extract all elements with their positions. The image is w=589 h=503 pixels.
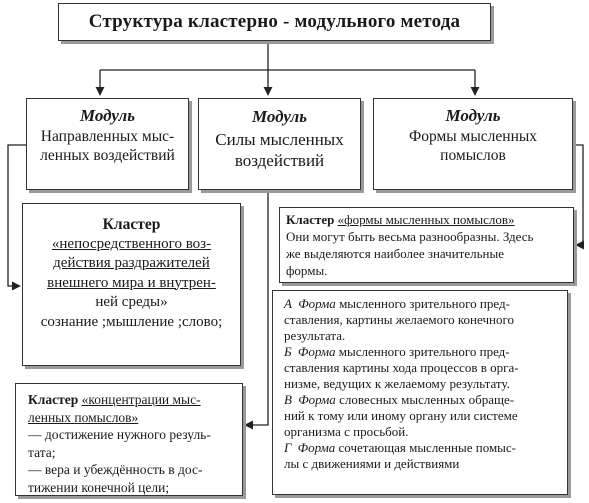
cluster-body-line: же выделяются наиболее значительные bbox=[286, 246, 505, 261]
form-line: мысленного зрительного пред- bbox=[338, 344, 510, 359]
cluster-forms bbox=[279, 207, 574, 283]
cluster-heading: Кластер bbox=[286, 212, 335, 227]
form-line: низме, ведущих к желаемому результату. bbox=[284, 376, 510, 391]
cluster-concentration bbox=[15, 383, 243, 496]
cluster-quote-line: «непосредственного воз- bbox=[51, 235, 212, 252]
cluster-body-line: тата; bbox=[28, 444, 56, 460]
cluster-heading: Кластер bbox=[102, 216, 161, 233]
form-word: Форма bbox=[298, 392, 336, 407]
form-item bbox=[284, 296, 561, 344]
cluster-items: сознание ;мышление ;слово; bbox=[40, 313, 223, 330]
module-directed-influences bbox=[26, 98, 189, 190]
form-word: Форма bbox=[297, 440, 336, 455]
cluster-quote-line: ленных помыслов» bbox=[28, 409, 139, 425]
form-letter: А bbox=[284, 296, 292, 311]
module-keyword: Модуль bbox=[252, 107, 307, 126]
form-line: организма с просьбой. bbox=[284, 424, 409, 439]
form-line: сочетающая мысленные помыс- bbox=[338, 440, 517, 455]
form-item bbox=[284, 392, 561, 440]
module-name-line: ленных воздействий bbox=[40, 147, 175, 164]
form-item bbox=[284, 440, 561, 472]
form-line: ставления картины хода процессов в орга- bbox=[284, 360, 519, 375]
cluster-quote-line: ней среды» bbox=[95, 294, 168, 310]
cluster-body-line: формы. bbox=[286, 263, 328, 278]
form-line: результата. bbox=[284, 328, 346, 343]
cluster-body-line: — достижение нужного резуль- bbox=[28, 427, 211, 442]
module-name-line: Направленных мыс- bbox=[40, 128, 175, 145]
module-force-of-influences bbox=[198, 98, 361, 190]
cluster-quote-line: «концентрации мыс- bbox=[81, 392, 201, 407]
form-letter: В bbox=[284, 392, 292, 407]
cluster-quote-line: внешнего мира и внутрен- bbox=[47, 274, 216, 291]
module-keyword: Модуль bbox=[445, 106, 501, 125]
module-name-line: Силы мысленных bbox=[215, 130, 344, 149]
cluster-heading: Кластер bbox=[28, 392, 79, 407]
module-name-line: помыслов bbox=[440, 147, 506, 164]
forms-list bbox=[272, 290, 568, 495]
form-line: мысленного зрительного пред- bbox=[339, 296, 510, 311]
arrow-module2-to-cluster-concentration bbox=[245, 190, 268, 425]
cluster-body-line: тижении конечной цели; bbox=[28, 479, 170, 495]
cluster-quote-line: действия раздражителей bbox=[53, 255, 210, 271]
cluster-body-line: — вера и убеждённость в дос- bbox=[28, 462, 203, 477]
title-box bbox=[58, 3, 491, 41]
module-keyword: Модуль bbox=[80, 106, 135, 125]
title-connector bbox=[100, 41, 475, 70]
form-line: лы с движениями и действиями bbox=[284, 456, 460, 471]
cluster-body-line: Они могут быть весьма разнообразны. Здесь bbox=[286, 229, 534, 244]
form-word: Форма bbox=[298, 296, 336, 311]
form-letter: Б bbox=[284, 344, 292, 359]
form-line: ставления, картины желаемого конечного bbox=[284, 312, 514, 327]
cluster-quote: «формы мысленных помыслов» bbox=[337, 212, 515, 227]
module-forms-of-thoughts bbox=[373, 98, 573, 190]
diagram-title: Структура кластерно - модульного метода bbox=[88, 11, 461, 32]
cluster-stimuli bbox=[22, 203, 241, 366]
form-item bbox=[284, 344, 561, 392]
module-name-line: Формы мысленных bbox=[408, 128, 538, 145]
module-name-line: воздействий bbox=[234, 151, 325, 170]
form-line: ний к тому или иному органу или системе bbox=[284, 408, 518, 423]
form-letter: Г bbox=[284, 440, 292, 455]
form-line: словесных мысленных обраще- bbox=[339, 392, 515, 407]
form-word: Форма bbox=[297, 344, 336, 359]
